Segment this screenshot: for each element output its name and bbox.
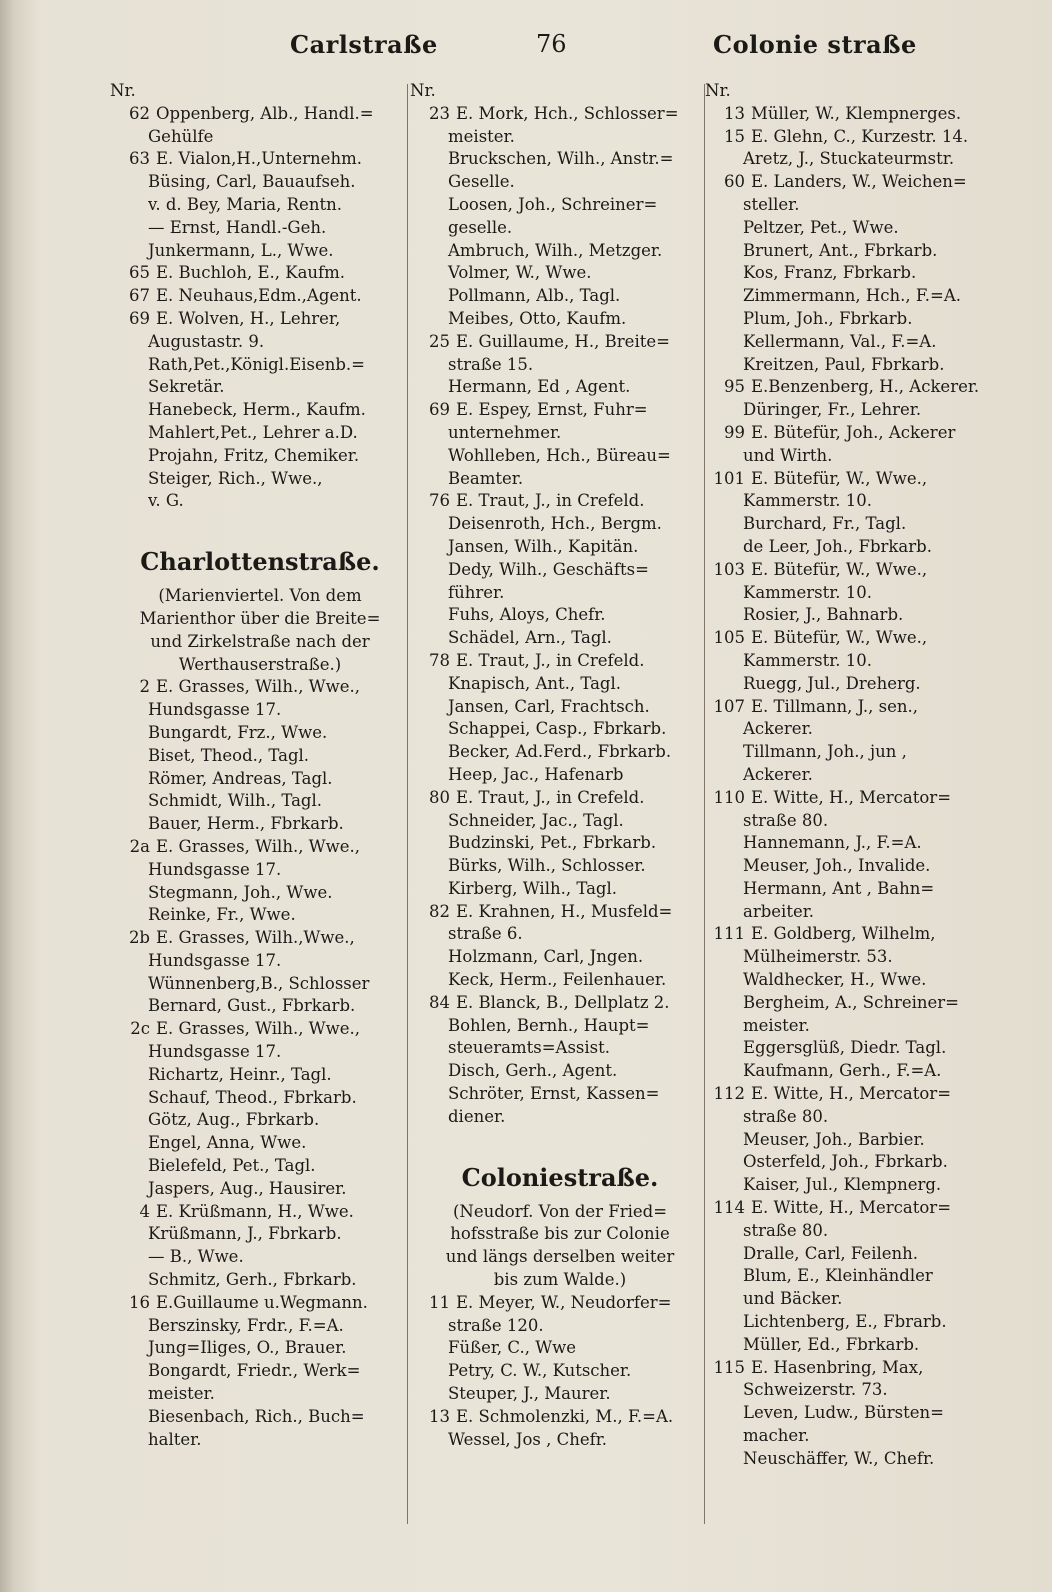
resident-entry: Deisenroth, Hch., Bergm. (448, 514, 662, 534)
resident-entry: Bohlen, Bernh., Haupt= (448, 1015, 650, 1035)
house-entry: 2 E. Grasses, Wilh., Wwe., (139, 677, 361, 697)
resident-entry: Geselle. (448, 172, 515, 192)
resident-entry: Düringer, Fr., Lehrer. (743, 400, 922, 420)
resident-entry: Wünnenberg,B., Schlosser (148, 973, 370, 993)
resident-entry: Blum, E., Kleinhändler (743, 1266, 933, 1286)
resident-entry: Hannemann, J., F.=A. (743, 833, 922, 853)
resident-entry: Wessel, Jos , Chefr. (448, 1429, 608, 1449)
resident-entry: Mahlert,Pet., Lehrer a.D. (148, 422, 358, 442)
resident-entry: Kos, Franz, Fbrkarb. (743, 263, 917, 283)
resident-entry: Ackerer. (743, 764, 813, 784)
resident-entry: Aretz, J., Stuckateurmstr. (743, 149, 955, 169)
house-entry: 69 E. Espey, Ernst, Fuhr= (429, 400, 648, 420)
resident-entry: Bielefeld, Pet., Tagl. (148, 1156, 316, 1176)
street-heading: Coloniestraße. (461, 1162, 659, 1192)
resident-entry: meister. (448, 126, 515, 146)
house-entry: 76 E. Traut, J., in Crefeld. (429, 491, 645, 511)
resident-entry: führer. (448, 582, 505, 602)
resident-entry: straße 15. (448, 354, 534, 374)
resident-entry: Schmitz, Gerh., Fbrkarb. (148, 1270, 357, 1290)
house-entry: 80 E. Traut, J., in Crefeld. (429, 787, 645, 807)
resident-entry: Wohlleben, Hch., Büreau= (448, 445, 671, 465)
house-entry: 16 E.Guillaume u.Wegmann. (129, 1292, 368, 1312)
house-entry: 115 E. Hasenbring, Max, (713, 1357, 924, 1377)
resident-entry: Projahn, Fritz, Chemiker. (148, 445, 360, 465)
column-label: Nr. (110, 81, 136, 100)
house-entry: 107 E. Tillmann, J., sen., (713, 696, 919, 716)
street-description: und Zirkelstraße nach der (150, 631, 370, 651)
resident-entry: Gehülfe (148, 126, 214, 146)
resident-entry: Bongardt, Friedr., Werk= (148, 1361, 361, 1381)
resident-entry: Hundsgasse 17. (148, 859, 282, 879)
house-entry: 15 E. Glehn, C., Kurzestr. 14. (724, 126, 969, 146)
resident-entry: Kammerstr. 10. (743, 491, 873, 511)
resident-entry: Biesenbach, Rich., Buch= (148, 1406, 365, 1426)
resident-entry: Hermann, Ed , Agent. (448, 377, 631, 397)
house-entry: 110 E. Witte, H., Mercator= (713, 787, 952, 807)
resident-entry: Berszinsky, Frdr., F.=A. (148, 1315, 344, 1335)
resident-entry: Reinke, Fr., Wwe. (148, 905, 296, 925)
resident-entry: Rath,Pet.,Königl.Eisenb.= (148, 354, 366, 374)
resident-entry: Bürks, Wilh., Schlosser. (448, 856, 646, 876)
resident-entry: Bergheim, A., Schreiner= (743, 992, 959, 1012)
resident-entry: — Ernst, Handl.-Geh. (148, 217, 327, 237)
resident-entry: v. d. Bey, Maria, Rentn. (148, 194, 342, 214)
resident-entry: Neuschäffer, W., Chefr. (743, 1448, 935, 1468)
resident-entry: Jansen, Carl, Frachtsch. (448, 696, 650, 716)
header-right-street: Colonie straße (713, 30, 917, 59)
resident-entry: Bungardt, Frz., Wwe. (148, 722, 328, 742)
resident-entry: Müller, Ed., Fbrkarb. (743, 1334, 920, 1354)
resident-entry: — B., Wwe. (148, 1247, 244, 1267)
resident-entry: geselle. (448, 217, 513, 237)
column-left (110, 80, 410, 1451)
resident-entry: Krüßmann, J., Fbrkarb. (148, 1224, 342, 1244)
house-entry: 11 E. Meyer, W., Neudorfer= (429, 1292, 672, 1312)
resident-entry: Knapisch, Ant., Tagl. (448, 673, 622, 693)
street-description: hofsstraße bis zur Colonie (450, 1224, 670, 1244)
resident-entry: straße 6. (448, 924, 523, 944)
resident-entry: straße 80. (743, 810, 829, 830)
house-entry: 103 E. Bütefür, W., Wwe., (713, 559, 928, 579)
resident-entry: Sekretär. (148, 377, 225, 397)
column-right (705, 80, 1005, 1471)
resident-entry: Schauf, Theod., Fbrkarb. (148, 1087, 357, 1107)
street-description: Marienthor über die Breite= (139, 608, 381, 628)
resident-entry: Mülheimerstr. 53. (743, 947, 893, 967)
resident-entry: steller. (743, 194, 800, 214)
resident-entry: straße 80. (743, 1106, 829, 1126)
house-entry: 2a E. Grasses, Wilh., Wwe., (129, 836, 361, 856)
resident-entry: Holzmann, Carl, Jngen. (448, 947, 644, 967)
resident-entry: steueramts=Assist. (448, 1038, 611, 1058)
resident-entry: meister. (743, 1015, 810, 1035)
resident-entry: Jaspers, Aug., Hausirer. (148, 1178, 347, 1198)
resident-entry: und Wirth. (743, 445, 833, 465)
resident-entry: Eggersglüß, Diedr. Tagl. (743, 1038, 947, 1058)
resident-entry: Kreitzen, Paul, Fbrkarb. (743, 354, 945, 374)
house-entry: 105 E. Bütefür, W., Wwe., (713, 628, 928, 648)
resident-entry: Peltzer, Pet., Wwe. (743, 217, 899, 237)
resident-entry: straße 80. (743, 1220, 829, 1240)
house-entry: 112 E. Witte, H., Mercator= (713, 1084, 952, 1104)
resident-entry: Meuser, Joh., Barbier. (743, 1129, 925, 1149)
column-label: Nr. (410, 81, 436, 100)
resident-entry: Heep, Jac., Hafenarb (448, 764, 624, 784)
resident-entry: Zimmermann, Hch., F.=A. (743, 286, 962, 306)
resident-entry: Hermann, Ant , Bahn= (743, 878, 935, 898)
street-heading: Charlottenstraße. (140, 547, 380, 577)
house-entry: 2b E. Grasses, Wilh.,Wwe., (128, 928, 355, 948)
resident-entry: Bernard, Gust., Fbrkarb. (148, 996, 356, 1016)
resident-entry: Volmer, W., Wwe. (448, 263, 592, 283)
resident-entry: und Bäcker. (743, 1289, 843, 1309)
resident-entry: Dedy, Wilh., Geschäfts= (448, 559, 649, 579)
street-description: bis zum Walde.) (493, 1270, 627, 1290)
house-entry: 111 E. Goldberg, Wilhelm, (713, 924, 936, 944)
resident-entry: Ackerer. (743, 719, 813, 739)
resident-entry: Kirberg, Wilh., Tagl. (448, 878, 617, 898)
resident-entry: Hundsgasse 17. (148, 1042, 282, 1062)
resident-entry: Hundsgasse 17. (148, 700, 282, 720)
header-left-street: Carlstraße (290, 30, 438, 59)
house-entry: 78 E. Traut, J., in Crefeld. (429, 650, 645, 670)
resident-entry: arbeiter. (743, 901, 815, 921)
resident-entry: Hanebeck, Herm., Kaufm. (148, 400, 366, 420)
resident-entry: Augustastr. 9. (148, 331, 265, 351)
resident-entry: Füßer, C., Wwe (448, 1338, 577, 1358)
resident-entry: Kellermann, Val., F.=A. (743, 331, 937, 351)
resident-entry: Hundsgasse 17. (148, 950, 282, 970)
resident-entry: Rosier, J., Bahnarb. (743, 605, 904, 625)
resident-entry: Junkermann, L., Wwe. (148, 240, 334, 260)
resident-entry: Schädel, Arn., Tagl. (448, 628, 612, 648)
resident-entry: Pollmann, Alb., Tagl. (448, 286, 621, 306)
resident-entry: Engel, Anna, Wwe. (148, 1133, 307, 1153)
resident-entry: Richartz, Heinr., Tagl. (148, 1064, 332, 1084)
resident-entry: Disch, Gerh., Agent. (448, 1061, 618, 1081)
column-middle (410, 80, 710, 1451)
resident-entry: Plum, Joh., Fbrkarb. (743, 308, 913, 328)
resident-entry: Keck, Herm., Feilenhauer. (448, 970, 667, 990)
column-label: Nr. (705, 81, 731, 100)
resident-entry: Leven, Ludw., Bürsten= (743, 1403, 944, 1423)
resident-entry: Schweizerstr. 73. (743, 1380, 888, 1400)
resident-entry: Römer, Andreas, Tagl. (148, 768, 333, 788)
resident-entry: Schneider, Jac., Tagl. (448, 810, 624, 830)
resident-entry: diener. (448, 1106, 506, 1126)
resident-entry: Biset, Theod., Tagl. (148, 745, 310, 765)
house-entry: 84 E. Blanck, B., Dellplatz 2. (429, 992, 670, 1012)
resident-entry: Schröter, Ernst, Kassen= (448, 1084, 660, 1104)
resident-entry: Budzinski, Pet., Fbrkarb. (448, 833, 657, 853)
resident-entry: Lichtenberg, E., Fbrarb. (743, 1312, 947, 1332)
resident-entry: Brunert, Ant., Fbrkarb. (743, 240, 938, 260)
house-entry: 23 E. Mork, Hch., Schlosser= (429, 103, 679, 123)
resident-entry: Ruegg, Jul., Dreherg. (743, 673, 921, 693)
street-description: und längs derselben weiter (445, 1247, 675, 1267)
resident-entry: Götz, Aug., Fbrkarb. (148, 1110, 320, 1130)
house-entry: 82 E. Krahnen, H., Musfeld= (429, 901, 673, 921)
resident-entry: Stegmann, Joh., Wwe. (148, 882, 333, 902)
house-entry: 4 E. Krüßmann, H., Wwe. (139, 1201, 354, 1221)
resident-entry: Kammerstr. 10. (743, 582, 873, 602)
resident-entry: Jung=Iliges, O., Brauer. (148, 1338, 347, 1358)
resident-entry: straße 120. (448, 1315, 544, 1335)
house-entry: 101 E. Bütefür, W., Wwe., (713, 468, 928, 488)
resident-entry: Dralle, Carl, Feilenh. (743, 1243, 919, 1263)
resident-entry: Petry, C. W., Kutscher. (448, 1361, 632, 1381)
resident-entry: Beamter. (448, 468, 524, 488)
street-description: (Neudorf. Von der Fried= (452, 1201, 668, 1221)
resident-entry: de Leer, Joh., Fbrkarb. (743, 536, 932, 556)
house-entry: 25 E. Guillaume, H., Breite= (429, 331, 670, 351)
resident-entry: Schappei, Casp., Fbrkarb. (448, 719, 667, 739)
resident-entry: Osterfeld, Joh., Fbrkarb. (743, 1152, 948, 1172)
resident-entry: Fuhs, Aloys, Chefr. (448, 605, 606, 625)
resident-entry: Kaiser, Jul., Klempnerg. (743, 1175, 942, 1195)
house-entry: 13 Müller, W., Klempnerges. (724, 103, 962, 123)
section-gap (410, 1129, 710, 1143)
house-entry: 114 E. Witte, H., Mercator= (713, 1198, 952, 1218)
house-entry: 60 E. Landers, W., Weichen= (724, 172, 967, 192)
resident-entry: Kammerstr. 10. (743, 650, 873, 670)
resident-entry: halter. (148, 1429, 202, 1449)
resident-entry: Loosen, Joh., Schreiner= (448, 194, 658, 214)
resident-entry: Bruckschen, Wilh., Anstr.= (448, 149, 674, 169)
resident-entry: Meuser, Joh., Invalide. (743, 856, 931, 876)
page-header (0, 30, 1052, 70)
resident-entry: v. G. (148, 491, 184, 511)
resident-entry: Schmidt, Wilh., Tagl. (148, 791, 323, 811)
page-number: 76 (536, 30, 567, 58)
resident-entry: Steiger, Rich., Wwe., (148, 468, 323, 488)
house-entry: 95 E.Benzenberg, H., Ackerer. (724, 377, 980, 397)
street-description: Werthauserstraße.) (178, 654, 342, 674)
house-entry: 63 E. Vialon,H.,Unternehm. (129, 149, 362, 169)
resident-entry: Burchard, Fr., Tagl. (743, 514, 907, 534)
resident-entry: Jansen, Wilh., Kapitän. (448, 536, 639, 556)
resident-entry: unternehmer. (448, 422, 562, 442)
house-entry: 99 E. Bütefür, Joh., Ackerer (724, 422, 956, 442)
resident-entry: Büsing, Carl, Bauaufseh. (148, 172, 356, 192)
resident-entry: meister. (148, 1384, 215, 1404)
section-gap (110, 513, 410, 527)
resident-entry: Kaufmann, Gerh., F.=A. (743, 1061, 942, 1081)
resident-entry: Tillmann, Joh., jun , (743, 742, 907, 762)
house-entry: 67 E. Neuhaus,Edm.,Agent. (129, 286, 362, 306)
house-entry: 69 E. Wolven, H., Lehrer, (129, 308, 341, 328)
street-description: (Marienviertel. Von dem (158, 586, 362, 606)
house-entry: 65 E. Buchloh, E., Kaufm. (129, 263, 346, 283)
resident-entry: Steuper, J., Maurer. (448, 1384, 611, 1404)
house-entry: 62 Oppenberg, Alb., Handl.= (129, 103, 374, 123)
house-entry: 2c E. Grasses, Wilh., Wwe., (130, 1019, 361, 1039)
resident-entry: Meibes, Otto, Kaufm. (448, 308, 627, 328)
resident-entry: Ambruch, Wilh., Metzger. (448, 240, 663, 260)
resident-entry: macher. (743, 1426, 810, 1446)
resident-entry: Bauer, Herm., Fbrkarb. (148, 814, 344, 834)
resident-entry: Becker, Ad.Ferd., Fbrkarb. (448, 742, 672, 762)
resident-entry: Waldhecker, H., Wwe. (743, 970, 927, 990)
house-entry: 13 E. Schmolenzki, M., F.=A. (429, 1406, 674, 1426)
